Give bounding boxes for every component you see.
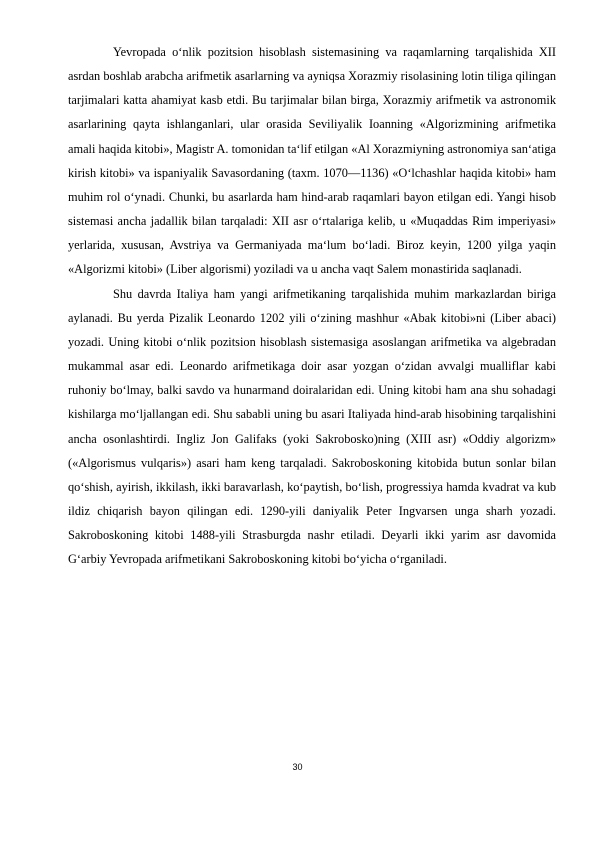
paragraph-2: Shu davrda Italiya ham yangi arifmetikaning tarqalishida muhim markazlardan biriga aylanadi. Bu yerda Pizalik Leonardo 1202 yili o‘zining mashhur «Abak kitobi»ni (Liber abaci) yozadi. Uning kitobi o‘nlik pozitsion hisoblash sistemasiga asoslangan arifmetika va algebradan mukammal asar edi. Leonardo arifmetikaga doir asar yozgan o‘zidan avvalgi mualliflar kabi ruhoniy bo‘lmay, balki savdo va hunarmand doiralaridan edi. Uning kitobi ham ana shu sohadagi kishilarga mo‘ljallangan edi. Shu sababli uning bu asari Italiyada hind-arab hisobining tarqalishini ancha osonlashtirdi. Ingliz Jon Galifaks (yoki Sakrobosko)ning (XIII asr) «Oddiy algorizm» («Algorismus vulqaris») asari ham keng tarqaladi. Sakroboskoning kitobida butun sonlar bilan qo‘shish, ayirish, ikkilash, ikki baravarlash, ko‘paytish, bo‘lish, progressiya hamda kvadrat va kub ildiz chiqarish bayon qilingan edi. 1290-yili daniyalik Peter Ingvarsen unga sharh yozadi. Sakroboskoning kitobi 1488-yili Strasburgda nashr etiladi. Deyarli ikki yarim asr davomida G‘arbiy Yevropada arifmetikani Sakroboskoning kitobi bo‘yicha o‘rganiladi. bbox=[68, 286, 556, 567]
body-text bbox=[68, 40, 556, 571]
page-number: 30 bbox=[292, 762, 303, 772]
paragraph-1: Yevropada o‘nlik pozitsion hisoblash sistemasining va raqamlarning tarqalishida XII asrdan boshlab arabcha arifmetik asarlarning va ayniqsa Xorazmiy risolasining lotin tiliga qilingan tarjimalari katta ahamiyat kasb etdi. Bu tarjimalar bilan birga, Xorazmiy arifmetik va astronomik asarlarining qayta ishlanganlari, ular orasida Seviliyalik Ioanning «Algorizmining arifmetika amali haqida kitobi», Magistr A. tomonidan ta‘lif etilgan «Al Xorazmiyning astronomiya san‘atiga kirish kitobi» va ispaniyalik Savasordaning (taxm. 1070—1136) «O‘lchashlar haqida kitobi» ham muhim rol o‘ynadi. Chunki, bu asarlarda ham hind-arab raqamlari bayon etilgan edi. Yangi hisob sistemasi ancha jadallik bilan tarqaladi: XII asr o‘rtalariga kelib, u «Muqaddas Rim imperiyasi» yerlarida, xususan, Avstriya va Germaniyada ma‘lum bo‘ladi. Biroz keyin, 1200 yilga yaqin «Algorizmi kitobi» (Liber algorismi) yoziladi va u ancha vaqt Salem monastirida saqlanadi. bbox=[68, 45, 556, 277]
